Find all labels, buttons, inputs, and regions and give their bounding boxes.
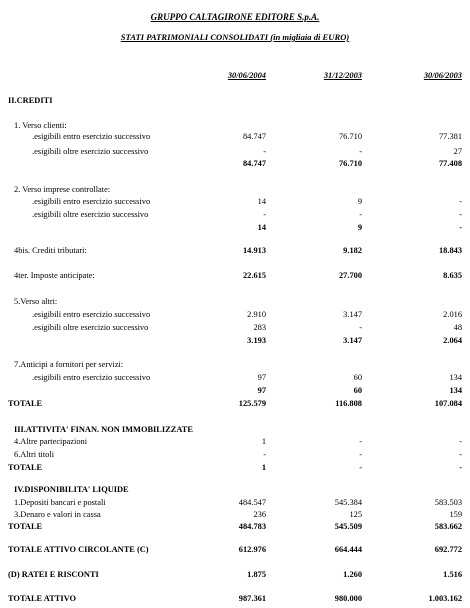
row-value-1: 1.875	[247, 570, 266, 579]
table-row	[0, 245, 470, 257]
row-value-2: -	[359, 323, 362, 332]
column-headers	[0, 71, 470, 83]
row-value-3: 2.016	[443, 310, 462, 319]
row-value-2: 980.000	[334, 594, 362, 603]
row-value-2: -	[359, 437, 362, 446]
row-label: 5.Verso altri:	[14, 297, 58, 306]
table-row	[0, 372, 470, 384]
row-value-1: 84.747	[242, 132, 266, 141]
row-value-2: 545.384	[334, 498, 362, 507]
row-value-2: -	[359, 463, 362, 472]
row-label: TOTALE ATTIVO CIRCOLANTE (C)	[8, 545, 149, 554]
row-label: TOTALE ATTIVO	[8, 594, 77, 603]
row-value-2: 9	[357, 223, 362, 232]
row-value-3: -	[459, 210, 462, 219]
row-value-3: -	[459, 223, 462, 232]
row-value-3: 48	[453, 323, 462, 332]
row-value-2: 9	[357, 197, 362, 206]
row-value-1: 14.913	[242, 246, 266, 255]
table-row	[0, 209, 470, 221]
row-label: TOTALE	[8, 522, 43, 531]
row-label: .esigibili oltre esercizio successivo	[32, 147, 149, 156]
table-row	[0, 544, 470, 556]
table-row	[0, 398, 470, 410]
row-value-3: 1.003.162	[428, 594, 462, 603]
row-value-1: 97	[257, 386, 266, 395]
table-row	[0, 322, 470, 334]
row-value-2: 60	[353, 386, 362, 395]
table-row	[0, 462, 470, 474]
row-value-3: 583.503	[434, 498, 462, 507]
table-row	[0, 497, 470, 509]
row-value-1: 987.361	[238, 594, 266, 603]
row-value-1: 14	[257, 223, 266, 232]
row-value-3: 134	[449, 386, 462, 395]
row-value-2: -	[359, 210, 362, 219]
table-row	[0, 222, 470, 234]
row-label: .esigibili oltre esercizio successivo	[32, 323, 149, 332]
table-row	[0, 509, 470, 521]
row-value-1: 125.579	[238, 399, 266, 408]
column-header-3: 30/06/2003	[423, 71, 462, 80]
row-value-1: 3.193	[247, 336, 266, 345]
row-label: 4bis. Crediti tributari:	[14, 246, 87, 255]
row-value-3: 18.843	[438, 246, 462, 255]
row-value-1: 14	[257, 197, 266, 206]
row-value-1: 2.910	[247, 310, 266, 319]
row-value-2: 1.260	[343, 570, 362, 579]
row-value-3: 2.064	[443, 336, 462, 345]
row-value-3: 8.635	[443, 271, 462, 280]
statement-title: STATI PATRIMONIALI CONSOLIDATI (in migliaia di EURO)	[120, 32, 350, 42]
row-value-1: 22.615	[242, 271, 266, 280]
row-label: 1.Depositi bancari e postali	[14, 498, 106, 507]
table-row	[0, 484, 470, 496]
table-row	[0, 196, 470, 208]
row-value-3: -	[459, 197, 462, 206]
row-value-2: -	[359, 450, 362, 459]
row-label: III.ATTIVITA' FINAN. NON IMMOBILIZZATE	[14, 425, 193, 434]
column-header-1: 30/06/2004	[227, 71, 266, 80]
row-value-2: 116.808	[335, 399, 362, 408]
table-row	[0, 449, 470, 461]
row-value-3: 1.516	[443, 570, 462, 579]
column-header-2: 31/12/2003	[323, 71, 362, 80]
row-value-2: 60	[353, 373, 362, 382]
row-value-1: 283	[253, 323, 266, 332]
table-row	[0, 184, 470, 196]
row-value-1: -	[263, 450, 266, 459]
row-label: .esigibili entro esercizio successivo	[32, 132, 151, 141]
row-label: .esigibili entro esercizio successivo	[32, 373, 151, 382]
table-row	[0, 146, 470, 158]
row-label: 2. Verso imprese controllate:	[14, 185, 111, 194]
table-row	[0, 424, 470, 436]
row-value-1: 236	[253, 510, 266, 519]
row-label: .esigibili oltre esercizio successivo	[32, 210, 149, 219]
row-label: 7.Anticipi a fornitori per servizi:	[14, 360, 124, 369]
row-value-3: 134	[449, 373, 462, 382]
table-row	[0, 436, 470, 448]
row-value-3: 27	[453, 147, 462, 156]
row-value-2: 3.147	[343, 310, 362, 319]
row-value-2: 27.700	[338, 271, 362, 280]
row-value-2: 76.710	[338, 159, 362, 168]
row-label: (D) RATEI E RISCONTI	[8, 570, 99, 579]
row-label: .esigibili entro esercizio successivo	[32, 310, 151, 319]
row-label: 1. Verso clienti:	[14, 121, 67, 130]
table-row	[0, 593, 470, 605]
row-value-2: 545.509	[334, 522, 362, 531]
table-row	[0, 521, 470, 533]
row-value-3: 692.772	[434, 545, 462, 554]
table-row	[0, 359, 470, 371]
row-value-2: 76.710	[338, 132, 362, 141]
table-row	[0, 569, 470, 581]
row-value-3: -	[459, 450, 462, 459]
row-value-1: 84.747	[242, 159, 266, 168]
row-value-3: 77.408	[438, 159, 462, 168]
row-label: 3.Denaro e valori in cassa	[14, 510, 101, 519]
table-row	[0, 385, 470, 397]
row-value-1: 97	[257, 373, 266, 382]
row-value-2: -	[359, 147, 362, 156]
table-row	[0, 335, 470, 347]
row-label: 4.Altre partecipazioni	[14, 437, 88, 446]
row-value-1: -	[263, 147, 266, 156]
table-row	[0, 270, 470, 282]
row-value-1: -	[263, 210, 266, 219]
row-value-3: 159	[449, 510, 462, 519]
row-label: II.CREDITI	[8, 96, 53, 105]
row-label: 4ter. Imposte anticipate:	[14, 271, 95, 280]
row-value-2: 3.147	[343, 336, 362, 345]
row-value-3: -	[459, 463, 462, 472]
row-value-2: 9.182	[343, 246, 362, 255]
table-row	[0, 296, 470, 308]
row-value-2: 125	[349, 510, 362, 519]
row-value-3: 107.084	[434, 399, 462, 408]
table-row	[0, 309, 470, 321]
table-row	[0, 131, 470, 143]
table-row	[0, 95, 470, 107]
row-value-1: 1	[261, 437, 266, 446]
row-value-2: 664.444	[334, 545, 362, 554]
row-value-1: 484.547	[238, 498, 266, 507]
row-label: IV.DISPONIBILITA' LIQUIDE	[14, 485, 129, 494]
row-value-3: 77.381	[438, 132, 462, 141]
table-row	[0, 158, 470, 170]
row-value-1: 1	[261, 463, 266, 472]
row-label: .esigibili entro esercizio successivo	[32, 197, 151, 206]
row-label: TOTALE	[8, 463, 43, 472]
row-label: 6.Altri titoli	[14, 450, 55, 459]
row-value-1: 484.783	[238, 522, 266, 531]
row-value-1: 612.976	[238, 545, 266, 554]
row-value-3: -	[459, 437, 462, 446]
row-value-3: 583.662	[434, 522, 462, 531]
company-title: GRUPPO CALTAGIRONE EDITORE S.p.A.	[150, 12, 320, 22]
row-label: TOTALE	[8, 399, 43, 408]
